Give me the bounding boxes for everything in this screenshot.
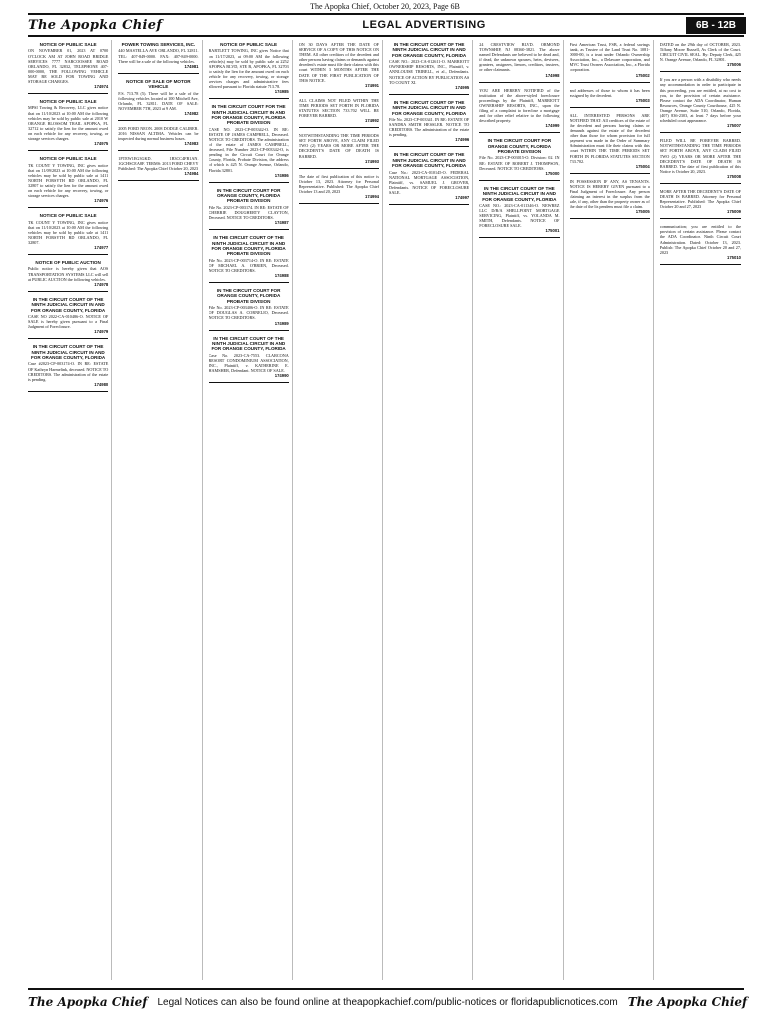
notice-body: YOU ARE HEREBY NOTIFIED of the institution of the above-styled foreclosure proceedings by the Plaintiff, MARRIOTT OWNERSHIP RESORTS, INC., upon the filing of a complaint to foreclose a mortgage and for other relief relative to the following described property. bbox=[479, 87, 560, 124]
notice-id: 175010 bbox=[727, 254, 741, 260]
notice-id: 174996 bbox=[455, 137, 470, 143]
legal-notice bbox=[479, 136, 559, 181]
page-footer bbox=[28, 988, 748, 1014]
notice-body: CASE NO 2022-CA-010486-O. NOTICE OF SALE is hereby given pursuant to a Final Judgment of Foreclosure. bbox=[28, 313, 109, 330]
legal-notice bbox=[118, 124, 198, 151]
notice-id: 174979 bbox=[94, 329, 109, 335]
notice-column bbox=[28, 40, 112, 980]
legal-notice bbox=[28, 342, 108, 392]
legal-notice bbox=[28, 211, 108, 255]
notice-body: CASE NO.: 2023-CA-011346-O. NEWREZ LLC D/B/A SHELLPOINT MORTGAGE SERVICING, Plaintiff, vs. YOLANDA M. SMITH, Defendants. NOTICE OF FORECLOSURE SALE. bbox=[479, 202, 560, 229]
legal-notice bbox=[209, 286, 289, 331]
notice-column bbox=[389, 40, 473, 980]
notice-title: IN THE CIRCUIT COURT OF THE NINTH JUDICIAL CIRCUIT IN AND FOR ORANGE COUNTY, FLORIDA bbox=[211, 335, 286, 352]
legal-notice bbox=[299, 40, 379, 93]
notice-id: 174999 bbox=[545, 123, 560, 129]
notice-body: 1FTEW1EG3GKD. 1B3CC4FB1AN. 1GCHSCEA8F. TERMS: 2013 FORD CHEVY Published: The Apopka Chief October 20, 2023 bbox=[118, 156, 199, 172]
notice-title: NOTICE OF PUBLIC AUCTION bbox=[35, 260, 101, 266]
legal-notice bbox=[209, 186, 289, 231]
notice-column bbox=[118, 40, 202, 980]
notice-id: 175000 bbox=[545, 170, 560, 176]
notice-title: NOTICE OF PUBLIC SALE bbox=[39, 213, 97, 219]
notice-id: 174989 bbox=[274, 320, 289, 326]
notice-body: FILED WILL BE FOREVER BARRED. NOTWITHSTANDING THE TIME PERIODS SET FORTH ABOVE, ANY CLAIM FILED TWO (2) YEARS OR MORE AFTER THE DECEDENT'S DATE OF DEATH IS BARRED. The date of first publication of this Notice is October 20, 2023. bbox=[659, 138, 741, 174]
notice-body: First American Trust, FSB, a federal savings bank, as Trustee of the Land Trust No. 1081-0000-00, is a trust under Orlando Ownership Association, Inc., a Delaware corporation, and MVC Trust Owners Association, Inc., a Florida corporation. bbox=[569, 42, 650, 73]
notice-id: 174987 bbox=[274, 220, 289, 226]
notice-id: 175008 bbox=[727, 173, 741, 179]
notice-body: File No. 2023-CP-003714-O. IN RE: ESTATE OF MICHAEL A. O'BRIEN, Deceased. NOTICE TO CREDITORS. bbox=[208, 257, 289, 273]
notice-id: 175005 bbox=[635, 209, 650, 215]
notice-id: 174995 bbox=[455, 84, 470, 90]
notice-body: F.S. 713.78 (5). There will be a sale of the following vehicles located at 100 Mitchell Ave, Orlando, FL 32811. DATE OF SALE: NOVEMBER 7TH, 2023 at 9 AM. bbox=[118, 90, 199, 111]
notice-id: 174988 bbox=[274, 273, 289, 279]
notice-body: If you are a person with a disability who needs any accommodation in order to participate in this proceeding, you are entitled, at no cost to you, to the provision of certain assistance. Please contact the ADA Coordinator, Human Resources, Orange County Courthouse, 425 N. Orange Avenue, Suite 510, Orlando, Florida, (407) 836-2303, at least 7 days before your scheduled court appearance. bbox=[659, 77, 741, 124]
notice-body: MORE AFTER THE DECEDENT'S DATE OF DEATH IS BARRED. Attorney for Personal Representative. Published: The Apopka Chief October 20 and 27, 2023 bbox=[659, 188, 741, 210]
legal-notice bbox=[389, 98, 469, 148]
notice-body: ALL CLAIMS NOT FILED WITHIN THE TIME PERIODS SET FORTH IN FLORIDA STATUTES SECTION 733.702 WILL BE FOREVER BARRED. bbox=[298, 97, 379, 119]
notice-body: File No. 2023-CP-003015-O. Division: 02. IN RE: ESTATE OF ROBERT J. THOMPSON, Deceased. NOTICE TO CREDITORS. bbox=[479, 155, 560, 171]
notice-id: 175001 bbox=[545, 228, 560, 234]
notice-body: Case No. 2023-CA-7553. CLARCONA RESORT CONDOMINIUM ASSOCIATION, INC., Plaintiff, v. KATHERINE E. HAMSHER, Defendant. NOTICE OF SALE. bbox=[208, 352, 289, 374]
notice-title: IN THE CIRCUIT COURT OF THE NINTH JUDICIAL CIRCUIT IN AND FOR ORANGE COUNTY, FLORIDA bbox=[391, 99, 467, 116]
notice-title: IN THE CIRCUIT COURT OF THE NINTH JUDICIAL CIRCUIT IN AND FOR ORANGE COUNTY, FLORIDA PROBATE DIVISION bbox=[211, 235, 286, 257]
notice-id: 174998 bbox=[545, 72, 560, 78]
notice-body: CASE NO. 2023-CP-003342-O. IN RE: ESTATE OF JAMES CAMPBELL, Deceased. NOTICE TO CREDITORS. The administration of the estate of JAMES CAMPBELL, deceased, File Number 2023-CP-003342-O, is pending in the Circuit Court for Orange County, Florida, Probate Division, the address of which is 425 N. Orange Avenue, Orlando, Florida 32801. bbox=[208, 126, 289, 173]
notice-title: IN THE CIRCUIT COURT FOR THE NINTH JUDICIAL CIRCUIT IN AND FOR ORANGE COUNTY, FLORIDA PROBATE DIVISION bbox=[211, 104, 286, 126]
notice-body: 2005 FORD NEON. 2008 DODGE CALIBER. 2016 NISSAN ALTIMA. Vehicles can be inspected during normal business hours. bbox=[118, 125, 199, 142]
notice-body: CASE NO.: 2023-CA-012611-O. MARRIOTT OWNERSHIP RESORTS, INC., Plaintiff, v. ANNLOUISE TRIBELL, et al., Defendants. NOTICE OF ACTION BY PUBLICATION AS TO COUNT XI. bbox=[389, 59, 470, 85]
notice-title: IN THE CIRCUIT COURT OF THE NINTH JUDICIAL CIRCUIT IN AND FOR ORANGE COUNTY, FLORIDA bbox=[30, 344, 106, 361]
legal-notice bbox=[209, 334, 289, 384]
legal-notice bbox=[660, 40, 741, 72]
notice-body: BARTLETT TOWING, INC gives Notice that on 11/17/2023, at 09:00 AM the following vehicle(s) may be sold by public sale at 2252 APOPKA BLVD, STE B, APOPKA, FL 32703 to satisfy the lien for the amount owed on each vehicle for any recovery, towing, or storage services charges and administrative fees allowed pursuant to Florida statute 713.78. bbox=[208, 48, 289, 90]
notice-body: NOTWITHSTANDING THE TIME PERIODS SET FORTH ABOVE, ANY CLAIM FILED TWO (2) YEARS OR MORE AFTER THE DECEDENT'S DATE OF DEATH IS BARRED. bbox=[298, 133, 379, 159]
notice-body: File No. 2023-CP-003174. IN RE: ESTATE OF CHERRIE DOUGHERTY CLAYTON, Deceased. NOTICE TO CREDITORS. bbox=[208, 204, 289, 221]
legal-notice bbox=[479, 40, 559, 83]
notice-id: 174993 bbox=[365, 158, 379, 164]
legal-notice bbox=[209, 233, 289, 283]
notice-title: IN THE CIRCUIT COURT OF THE NINTH JUDICIAL CIRCUIT IN AND FOR ORANGE COUNTY, FLORIDA bbox=[482, 185, 557, 202]
notice-id: 174975 bbox=[94, 141, 109, 147]
notice-id: 174982 bbox=[184, 110, 199, 116]
notice-id: 174992 bbox=[365, 118, 379, 124]
legal-notice bbox=[118, 40, 198, 74]
legal-notice bbox=[28, 258, 108, 292]
legal-notice bbox=[570, 40, 650, 83]
notice-column bbox=[299, 40, 383, 980]
notice-id: 174994 bbox=[365, 193, 379, 199]
notice-id: 174983 bbox=[184, 141, 199, 147]
legal-notice bbox=[28, 295, 108, 340]
notice-title: NOTICE OF PUBLIC SALE bbox=[39, 42, 97, 47]
page-header bbox=[28, 13, 744, 37]
legal-notice bbox=[389, 40, 469, 95]
notice-title: POWER TOWING SERVICES, INC. bbox=[121, 42, 196, 47]
notice-body: TK COUNT Y TOWING, INC gives notice that on 11/09/2023 at 10:00 AM the following vehicles may be sold by public sale at 1411 NORTH FORSYTH RD ORLANDO, FL 32807 to satisfy the lien for the amount owed on each vehicle for any recovery, towing, or storage services charges. bbox=[28, 162, 109, 199]
legal-notice bbox=[660, 222, 741, 265]
notice-column bbox=[660, 40, 744, 980]
notice-title: NOTICE OF PUBLIC SALE bbox=[220, 42, 278, 47]
notice-title: NOTICE OF PUBLIC SALE bbox=[39, 99, 97, 105]
notice-id: 175006 bbox=[727, 62, 741, 68]
legal-notice bbox=[660, 75, 741, 133]
legal-notice bbox=[389, 150, 469, 205]
notice-body: Case No.: 2023-CA-010145-O. FEDERAL NATIONAL MORTGAGE ASSOCIATION, Plaintiff, vs. SAMUEL J. GROVER, Defendants. NOTICE OF FORECLOSURE SALE. bbox=[389, 169, 470, 195]
notice-id: 174984 bbox=[184, 171, 199, 177]
notice-id: 174978 bbox=[94, 281, 109, 287]
legal-notice bbox=[28, 40, 108, 94]
notice-title: IN THE CIRCUIT COURT FOR ORANGE COUNTY, FLORIDA PROBATE DIVISION bbox=[216, 187, 281, 204]
legal-notice bbox=[660, 136, 741, 184]
page-number-badge: 6B - 12B bbox=[686, 17, 746, 34]
notice-id: 174974 bbox=[94, 84, 109, 90]
notice-id: 174977 bbox=[94, 245, 109, 251]
notice-id: 175002 bbox=[635, 72, 650, 78]
legal-notice bbox=[570, 177, 650, 220]
legal-notice bbox=[118, 154, 198, 181]
notice-body: 24 CRESTVIEW BLVD. ORMOND TOWNSHIP, NJ 08360-3821. The above named Defendants are believed to be dead and, if dead, the unknown spouses, heirs, devisees, grantees, assignees, lienors, creditors, trustees, or other claimants. bbox=[479, 42, 560, 73]
notice-title: IN THE CIRCUIT COURT FOR ORANGE COUNTY, FLORIDA PROBATE DIVISION bbox=[216, 288, 281, 304]
notice-id: 174985 bbox=[274, 89, 289, 95]
notice-id: 174976 bbox=[94, 198, 109, 204]
legal-notice bbox=[570, 86, 650, 108]
notice-column bbox=[479, 40, 563, 980]
section-title: LEGAL ADVERTISING bbox=[362, 19, 486, 31]
legal-notice bbox=[28, 154, 108, 208]
notice-id: 175007 bbox=[727, 123, 741, 129]
notice-body: Public notice is hereby given that AOS TRANSPORTATION SYSTEMS LLC will sell at PUBLIC AUCTION the following vehicles. bbox=[28, 266, 109, 282]
notice-column bbox=[209, 40, 293, 980]
notice-id: 174991 bbox=[365, 82, 379, 88]
notice-column bbox=[570, 40, 654, 980]
notice-body: The date of first publication of this notice is October 13, 2023. Attorney for Personal Representative. Published: The Apopka Chief October 13 and 20, 2023 bbox=[298, 173, 379, 194]
footer-logo-right: The Apopka Chief bbox=[627, 995, 748, 1009]
legal-notice bbox=[209, 102, 289, 182]
legal-notice bbox=[479, 86, 559, 134]
legal-notice bbox=[299, 172, 379, 204]
legal-notice bbox=[570, 111, 650, 174]
notice-body: TK COUNT Y TOWING, INC gives notice that on 11/10/2023 at 10:00 AM the following vehicles may be sold by public sale at 1411 NORTH FORSYTH RD ORLANDO, FL 32807. bbox=[28, 219, 109, 245]
notice-title: NOTICE OF PUBLIC SALE bbox=[39, 156, 97, 162]
legal-notice bbox=[209, 40, 289, 99]
notice-title: IN THE CIRCUIT COURT OF THE NINTH JUDICIAL CIRCUIT IN AND FOR ORANGE COUNTY, FLORIDA bbox=[391, 42, 467, 58]
notice-columns bbox=[28, 40, 744, 980]
notice-body: File No. 2023-CP-003406-O. IN RE: ESTATE OF DOUGLAS A. CORNELIO, Deceased. NOTICE TO CREDITORS. bbox=[208, 305, 289, 321]
legal-notice bbox=[28, 97, 108, 151]
notice-body: ON NOVEMBER 01, 2023 AT 0700 O'CLOCK AM AT JOHN ROAD BRIDGE SERVICES 7777 NARCOOSSEE ROAD ORLANDO, FL 32832, TELEPHONE 407-000-0000, THE FOLLOWING VEHICLE MAY BE SOLD FOR TOWING AND STORAGE CHARGES. bbox=[28, 48, 109, 84]
footer-notice-text: Legal Notices can also be found online at theapopkachief.com/public-notices or floridapublicnotices.com bbox=[157, 996, 618, 1008]
legal-notice bbox=[479, 184, 559, 239]
notice-body: MPSI Towing & Recovery, LLC gives notice that on 11/10/2023 at 10:00 AM the following vehicles may be sold by public sale at 2010 W ORANGE BLOSSOM TRAIL APOPKA, FL 32712 to satisfy the lien for the amount owed on each vehicle for any recovery, towing, or storage services charges. bbox=[28, 105, 109, 142]
masthead-logo: The Apopka Chief bbox=[28, 17, 163, 33]
notice-title: IN THE CIRCUIT COURT FOR ORANGE COUNTY, FLORIDA PROBATE DIVISION bbox=[487, 138, 552, 155]
notice-id: 174981 bbox=[184, 63, 199, 69]
notice-body: DATED on the 29th day of OCTOBER, 2023. Tiffany Moore Russell, As Clerk of the Court. CIRCUIT CIVIL SEAL. By: Deputy Clerk, 425 N. Orange Avenue, Orlando, FL 32801. bbox=[659, 42, 741, 63]
notice-id: 174997 bbox=[455, 194, 470, 200]
notice-title: IN THE CIRCUIT COURT OF THE NINTH JUDICIAL CIRCUIT IN AND FOR ORANGE COUNTY, FLORIDA bbox=[391, 152, 467, 169]
notice-id: 175009 bbox=[727, 209, 741, 215]
notice-id: 175004 bbox=[635, 163, 650, 169]
footer-logo-left: The Apopka Chief bbox=[28, 995, 148, 1009]
notice-body: ON 30 DAYS AFTER THE DATE OF SERVICE OF A COPY OF THIS NOTICE ON THEM. All other creditors of the decedent and other persons having claims or demands against decedent's estate must file their claims with this court WITHIN 3 MONTHS AFTER THE DATE OF THE FIRST PUBLICATION OF THIS NOTICE. bbox=[298, 42, 379, 83]
notice-title: NOTICE OF SALE OF MOTOR VEHICLE bbox=[126, 78, 191, 90]
notice-body: Case #2023-CP-003174-O. IN RE: ESTATE OF Kathryn Harmelink, deceased. NOTICE TO CREDITORS. The administration of the estate is pending. bbox=[28, 361, 109, 382]
notice-body: ALL INTERESTED PERSONS ARE NOTIFIED THAT: All creditors of the estate of the decedent and persons having claims or demands against the estate of the decedent other than those for whom provision for full payment was made in the Order of Summary Administration must file their claims with this court WITHIN THE TIME PERIODS SET FORTH IN FLORIDA STATUTES SECTION 733.702. bbox=[569, 112, 650, 164]
notice-body: IN POSSESSION IF ANY, AS TENANTS. NOTICE IS HEREBY GIVEN pursuant to a Final Judgment of Foreclosure. Any person claiming an interest in the surplus from the sale, if any, other than the property owner as of the date of the lis pendens must file a claim. bbox=[569, 178, 650, 210]
page-dateline: The Apopka Chief, October 20, 2023, Page 6B bbox=[310, 2, 460, 11]
legal-notice bbox=[660, 187, 741, 219]
notice-body: File No. 2023-CP-003341. IN RE: ESTATE OF SANDRA SMITH HESSLER. NOTICE TO CREDITORS. The administration of the estate is pending. bbox=[389, 116, 470, 138]
notice-id: 174986 bbox=[274, 172, 289, 178]
notice-id: 175003 bbox=[635, 97, 650, 103]
legal-notice bbox=[299, 131, 379, 168]
notice-id: 174990 bbox=[274, 373, 289, 379]
notice-body: and addresses of those to whom it has been assigned by the decedent. bbox=[569, 87, 650, 98]
notice-title: IN THE CIRCUIT COURT OF THE NINTH JUDICIAL CIRCUIT IN AND FOR ORANGE COUNTY, FLORIDA bbox=[30, 296, 106, 313]
notice-body: communication; you are entitled to the provision of certain assistance. Please contact the ADA Coordinator. Ninth Circuit Court Administration. Dated: October 13, 2023. Publish: The Apopka Chief October 20 and 27, 2023 bbox=[659, 224, 741, 255]
legal-notice bbox=[118, 77, 198, 121]
legal-notice bbox=[299, 96, 379, 128]
notice-id: 174980 bbox=[94, 381, 109, 387]
notice-body: 440 MASTELLA AVE ORLANDO, FL 32811. TEL: 407-849-0000. FAX: 407-849-0000. There will be a sale of the following vehicles. bbox=[118, 48, 199, 64]
